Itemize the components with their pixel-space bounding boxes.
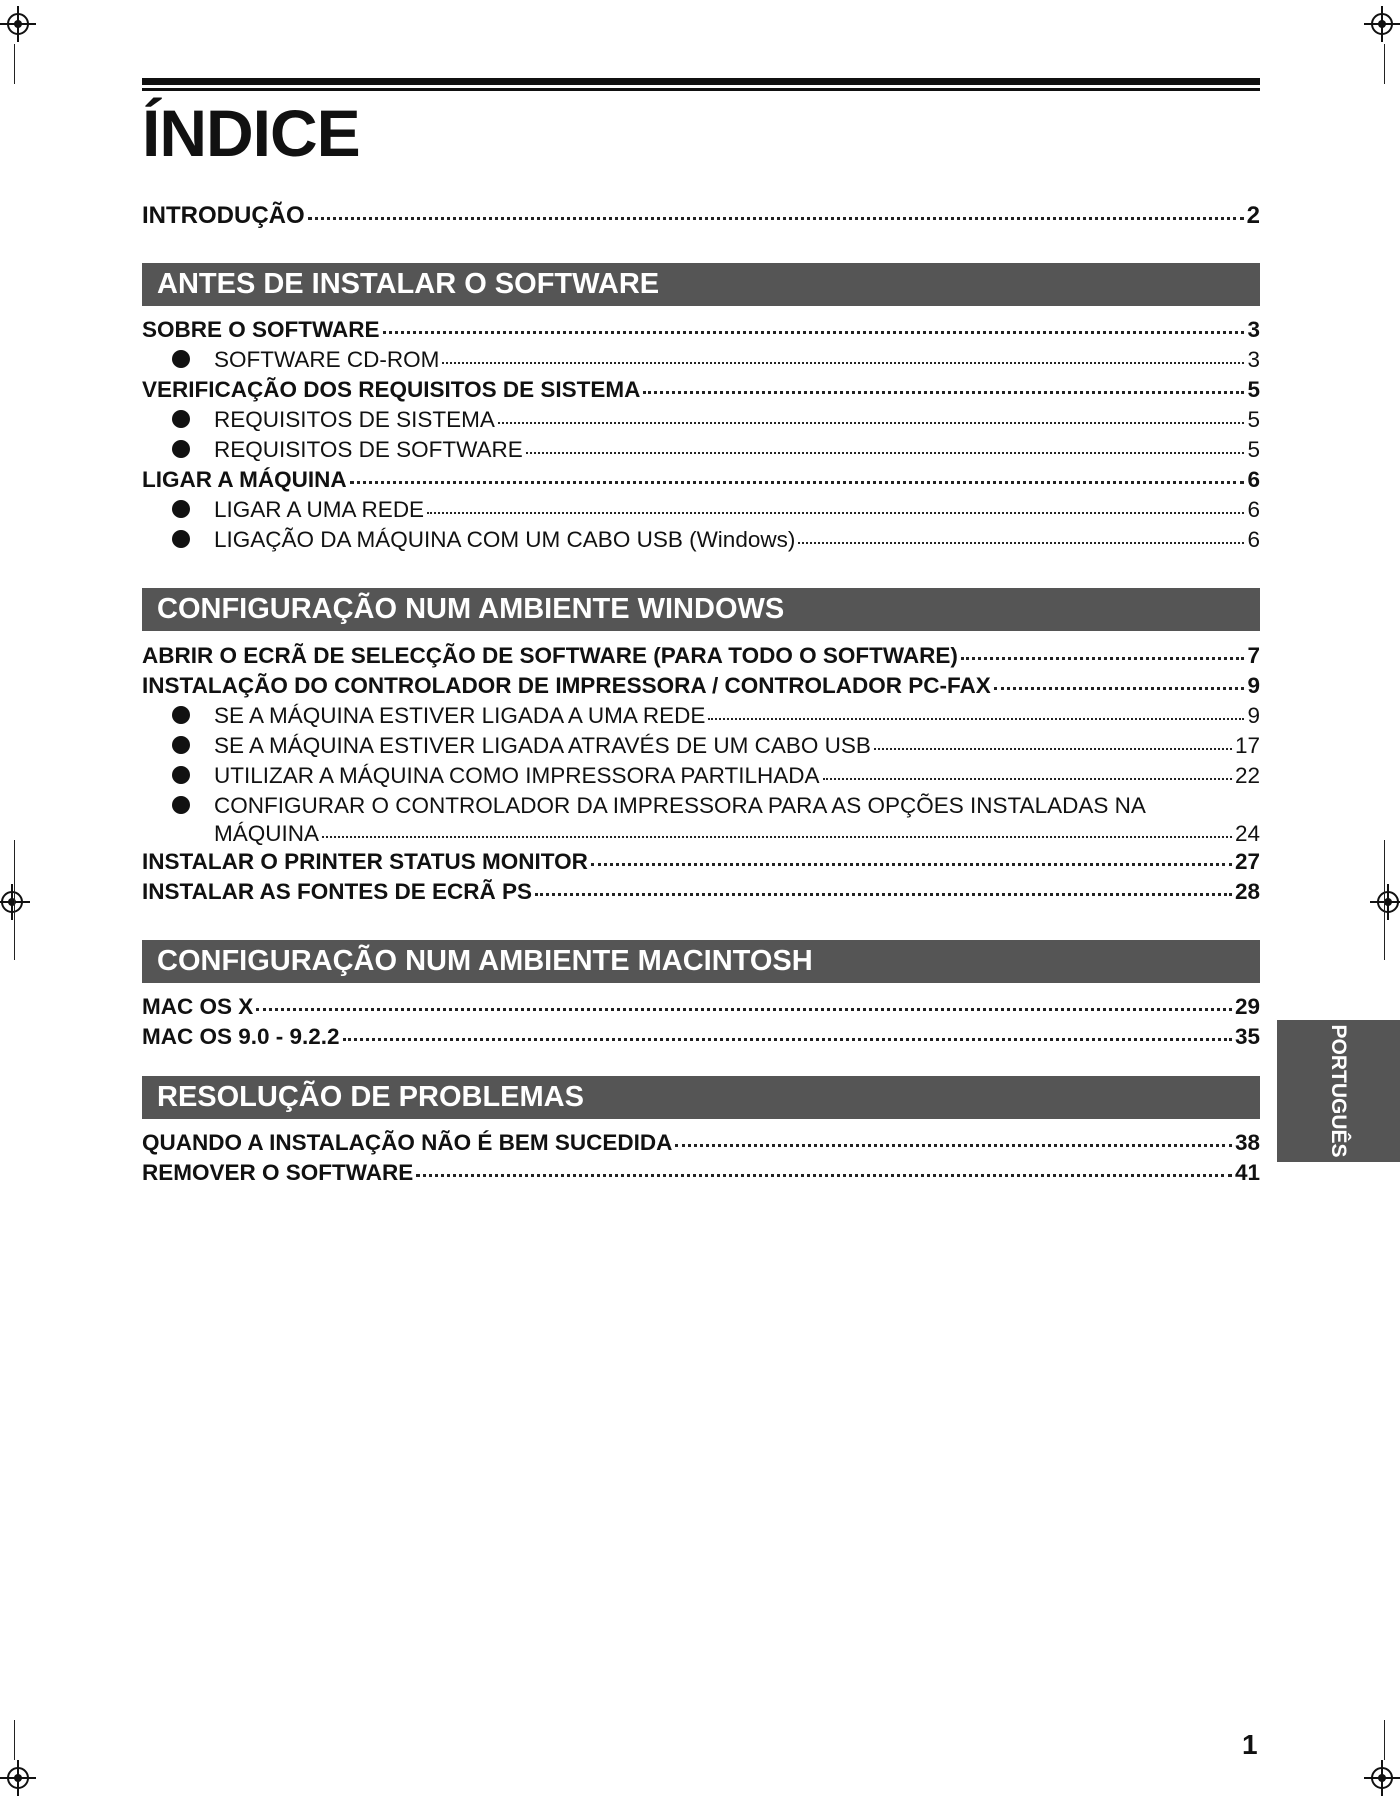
bullet-icon	[172, 706, 190, 724]
trim-line	[14, 44, 15, 84]
toc-entry-label: INSTALAÇÃO DO CONTROLADOR DE IMPRESSORA / CONTROLADOR PC-FAX	[142, 673, 991, 698]
toc-entry-page: 5	[1247, 407, 1260, 432]
trim-line	[1384, 44, 1385, 84]
page-number: 1	[1242, 1729, 1258, 1760]
toc-entry-page: 3	[1247, 317, 1260, 342]
toc-entry-label: MAC OS X	[142, 994, 254, 1019]
bullet-icon	[172, 736, 190, 754]
toc-entry[interactable]	[142, 1158, 1260, 1188]
header-rule	[142, 88, 1260, 91]
bullet-icon	[172, 530, 190, 548]
page-title: ÍNDICE	[142, 96, 360, 170]
toc-entry[interactable]	[142, 200, 1260, 232]
leader-dots	[256, 1008, 1232, 1011]
toc-entry-page: 24	[1234, 821, 1260, 846]
leader-dots	[343, 1038, 1232, 1041]
toc-section	[142, 641, 1260, 907]
leader-dots	[498, 422, 1245, 424]
leader-dots	[708, 718, 1244, 720]
toc-entry[interactable]	[142, 315, 1260, 345]
bullet-icon	[172, 410, 190, 428]
leader-dots	[383, 331, 1245, 334]
leader-dots	[416, 1174, 1232, 1177]
toc-entry-page: 5	[1247, 377, 1260, 402]
language-tab-label: PORTUGUÊS	[1327, 1024, 1350, 1158]
toc-entry-page: 9	[1247, 703, 1260, 728]
toc-section	[142, 992, 1260, 1052]
leader-dots	[798, 542, 1244, 544]
toc-entry-page: 35	[1234, 1024, 1260, 1049]
trim-line	[1384, 840, 1385, 960]
toc-section	[142, 315, 1260, 555]
toc-entry[interactable]	[142, 992, 1260, 1022]
toc-subentry[interactable]	[142, 435, 1260, 465]
toc-entry-label: REQUISITOS DE SOFTWARE	[214, 437, 523, 462]
toc-entry-page: 38	[1234, 1130, 1260, 1155]
header-rule	[142, 78, 1260, 85]
toc-entry-label: REMOVER O SOFTWARE	[142, 1160, 414, 1185]
toc-entry-page: 6	[1247, 527, 1260, 552]
registration-mark-icon	[0, 6, 36, 42]
registration-mark-icon	[0, 884, 30, 920]
leader-dots	[643, 391, 1244, 394]
toc-entry-label: LIGAR A MÁQUINA	[142, 467, 347, 492]
leader-dots	[994, 687, 1245, 690]
toc-entry-label: INTRODUÇÃO	[142, 202, 305, 229]
toc-entry-label: LIGAR A UMA REDE	[214, 497, 425, 522]
leader-dots	[350, 481, 1245, 484]
registration-mark-icon	[1364, 1760, 1400, 1796]
trim-line	[14, 840, 15, 960]
leader-dots	[442, 362, 1244, 364]
registration-mark-icon	[0, 1760, 36, 1796]
toc-subentry[interactable]	[142, 761, 1260, 791]
toc-section	[142, 1128, 1260, 1188]
bullet-icon	[172, 766, 190, 784]
toc-entry-label: SOFTWARE CD-ROM	[214, 347, 440, 372]
toc-entry-page: 6	[1247, 467, 1260, 492]
toc-entry-label: VERIFICAÇÃO DOS REQUISITOS DE SISTEMA	[142, 377, 641, 402]
toc-subentry[interactable]	[142, 405, 1260, 435]
toc-entry-label: MÁQUINA	[214, 821, 320, 846]
toc-entry-label: INSTALAR O PRINTER STATUS MONITOR	[142, 849, 588, 874]
toc-subentry[interactable]	[142, 791, 1260, 821]
toc-entry[interactable]	[142, 375, 1260, 405]
toc-entry[interactable]	[142, 671, 1260, 701]
toc-entry-label: REQUISITOS DE SISTEMA	[214, 407, 495, 432]
section-heading: RESOLUÇÃO DE PROBLEMAS	[142, 1076, 1260, 1119]
trim-line	[14, 1720, 15, 1760]
toc-subentry[interactable]	[142, 495, 1260, 525]
toc-entry-label: SOBRE O SOFTWARE	[142, 317, 380, 342]
leader-dots	[874, 748, 1232, 750]
toc-entry[interactable]	[142, 465, 1260, 495]
bullet-icon	[172, 440, 190, 458]
bullet-icon	[172, 350, 190, 368]
bullet-icon	[172, 796, 190, 814]
leader-dots	[427, 512, 1244, 514]
toc-entry-page: 6	[1247, 497, 1260, 522]
toc-intro	[142, 200, 1260, 232]
toc-subentry[interactable]	[142, 525, 1260, 555]
toc-entry-page: 28	[1234, 879, 1260, 904]
toc-entry[interactable]	[142, 847, 1260, 877]
toc-entry-page: 9	[1247, 673, 1260, 698]
toc-subentry-continuation[interactable]	[142, 821, 1260, 847]
bullet-icon	[172, 500, 190, 518]
toc-subentry[interactable]	[142, 731, 1260, 761]
section-heading: CONFIGURAÇÃO NUM AMBIENTE WINDOWS	[142, 588, 1260, 631]
toc-entry[interactable]	[142, 1128, 1260, 1158]
toc-entry-page: 2	[1246, 202, 1260, 229]
trim-line	[1384, 1720, 1385, 1760]
toc-subentry[interactable]	[142, 701, 1260, 731]
toc-entry[interactable]	[142, 641, 1260, 671]
registration-mark-icon	[1370, 884, 1400, 920]
toc-entry[interactable]	[142, 1022, 1260, 1052]
section-heading: ANTES DE INSTALAR O SOFTWARE	[142, 263, 1260, 306]
language-tab	[1277, 1020, 1400, 1162]
toc-entry-page: 27	[1234, 849, 1260, 874]
leader-dots	[823, 778, 1232, 780]
leader-dots	[308, 217, 1244, 220]
registration-mark-icon	[1364, 6, 1400, 42]
toc-entry-label: QUANDO A INSTALAÇÃO NÃO É BEM SUCEDIDA	[142, 1130, 673, 1155]
toc-entry-page: 22	[1234, 763, 1260, 788]
toc-entry-page: 17	[1234, 733, 1260, 758]
toc-entry-page: 7	[1247, 643, 1260, 668]
leader-dots	[961, 657, 1245, 660]
toc-entry[interactable]	[142, 877, 1260, 907]
toc-entry-label: SE A MÁQUINA ESTIVER LIGADA A UMA REDE	[214, 703, 706, 728]
leader-dots	[591, 863, 1232, 866]
toc-entry-label: INSTALAR AS FONTES DE ECRÃ PS	[142, 879, 533, 904]
toc-entry-page: 5	[1247, 437, 1260, 462]
leader-dots	[535, 893, 1232, 896]
section-heading: CONFIGURAÇÃO NUM AMBIENTE MACINTOSH	[142, 940, 1260, 983]
toc-entry-label: ABRIR O ECRÃ DE SELECÇÃO DE SOFTWARE (PARA TODO O SOFTWARE)	[142, 643, 958, 668]
leader-dots	[322, 836, 1232, 838]
toc-subentry[interactable]	[142, 345, 1260, 375]
leader-dots	[526, 452, 1245, 454]
toc-entry-page: 29	[1234, 994, 1260, 1019]
toc-entry-label: SE A MÁQUINA ESTIVER LIGADA ATRAVÉS DE UM CABO USB	[214, 733, 871, 758]
toc-entry-label: MAC OS 9.0 - 9.2.2	[142, 1024, 340, 1049]
toc-entry-label: UTILIZAR A MÁQUINA COMO IMPRESSORA PARTILHADA	[214, 763, 820, 788]
toc-entry-label: LIGAÇÃO DA MÁQUINA COM UM CABO USB (Windows)	[214, 527, 796, 552]
toc-entry-page: 41	[1234, 1160, 1260, 1185]
leader-dots	[675, 1144, 1232, 1147]
toc-entry-page: 3	[1247, 347, 1260, 372]
toc-entry-label: CONFIGURAR O CONTROLADOR DA IMPRESSORA PARA AS OPÇÕES INSTALADAS NA	[214, 793, 1146, 818]
